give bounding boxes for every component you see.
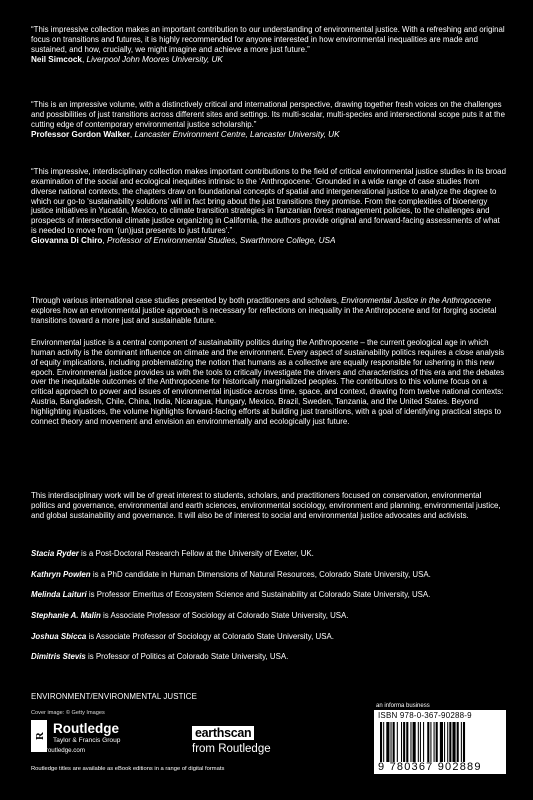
- barcode-number: 9 780367 902889: [378, 761, 482, 773]
- description-paragraph-3: This interdisciplinary work will be of great interest to students, scholars, and practitioners focused on conservation, environmental politics and governance, environmental and earth sciences, environmental sociology, environment and planning, environmental justice, and global sustainability and governance. It will also be of interest to social and environmental justice advocates and activists.: [31, 491, 501, 520]
- barcode-icon: [380, 722, 500, 762]
- editor-bio: Kathryn Powlen is a PhD candidate in Human Dimensions of Natural Resources, Colorado State University, USA.: [31, 570, 431, 579]
- editor-name: Dimitris Stevis: [31, 652, 86, 661]
- endorser-name: Giovanna Di Chiro: [31, 235, 103, 245]
- endorsement-attribution: Giovanna Di Chiro, Professor of Environmental Studies, Swarthmore College, USA: [31, 235, 336, 245]
- endorsement-1: [31, 25, 507, 65]
- editor-name: Kathryn Powlen: [31, 570, 91, 579]
- informa-business-line: an informa business: [376, 703, 430, 709]
- endorsement-text: “This impressive, interdisciplinary collection makes important contributions to the field of critical environmental justice studies in its broad examination of the social and ecological inequities intrinsic to the ‘Anthropocene.’ Grounded in a wide range of case studies from diverse national contexts, the chapters draw on foundational concepts of spatial and intergenerational justice to analyze the degree to which our go-to ‘sustainability solutions’ will in fact bring about the just transitions they promise. From the complexities of bioenergy justice initiatives in Yucatán, Mexico, to climate transition strategies in Tanzanian forest management policies, to the challenges and prospects of intersectional climate justice organizing in California, the authors provide original and forward-facing assessments of what is needed to move from ‘(un)just presents to just futures’.”: [31, 167, 506, 236]
- endorsement-text: “This impressive collection makes an important contribution to our understanding of environmental justice. With a refreshing and original focus on transitions and futures, it is highly recommended for anyone interested in how environmental inequalities are made and sustained, and how, crucially, we might imagine and achieve a more just future.”: [31, 25, 505, 54]
- imprint-name: earthscan: [192, 726, 254, 740]
- isbn-barcode: [374, 710, 506, 774]
- isbn-label: ISBN 978-0-367-90288-9: [378, 711, 472, 720]
- ebook-footer-note: Routledge titles are available as eBook editions in a range of digital formats: [31, 766, 225, 772]
- description-paragraph-2: Environmental justice is a central component of sustainability politics during the Anthropocene – the current geological age in which human activity is the dominant influence on climate and the environment. Every aspect of sustainability politics requires a close analysis of equity implications, including problematizing the notion that humans as a collective are equally responsible for ushering in this new epoch. Environmental justice provides us with the tools to critically investigate the drivers and characteristics of this era and the debates over the inequitable outcomes of the Anthropocene for historically marginalized peoples. The contributors to this volume focus on a critical approach to power and issues of environmental injustice across time, space, and context, drawing from twelve national contexts: Austria, Bangladesh, Chile, China, India, Nicaragua, Hungary, Mexico, Brazil, Sweden, Tanzania, and the United States. Beyond highlighting injustices, the volume highlights forward-facing efforts at building just transitions, with a goal of identifying practical steps to connect theory and movement and envision an environmentally and ecologically just future.: [31, 338, 505, 426]
- book-title: Environmental Justice in the Anthropocene: [341, 296, 491, 305]
- endorser-name: Professor Gordon Walker: [31, 129, 130, 139]
- earthscan-logo: [192, 724, 302, 755]
- subject-category: ENVIRONMENT/ENVIRONMENTAL JUSTICE: [31, 692, 197, 701]
- endorsement-2: [31, 100, 507, 140]
- svg-text:R: R: [34, 732, 46, 740]
- editor-name: Melinda Laituri: [31, 590, 87, 599]
- publisher-url[interactable]: www.routledge.com: [31, 747, 85, 754]
- editor-bio: Dimitris Stevis is Professor of Politics at Colorado State University, USA.: [31, 652, 289, 661]
- editor-name: Joshua Sbicca: [31, 632, 87, 641]
- endorsement-attribution: Neil Simcock, Liverpool John Moores University, UK: [31, 54, 223, 64]
- imprint-subtitle: from Routledge: [192, 743, 271, 755]
- endorsement-text: “This is an impressive volume, with a distinctively critical and international perspective, drawing together fresh voices on the challenges and possibilities of just transitions across different sites and settings. Its multi-scalar, multi-species and intersectional scope puts it at the cutting edge of contemporary environmental justice scholarship.”: [31, 100, 505, 129]
- endorser-name: Neil Simcock: [31, 54, 82, 64]
- editor-bio: Stacia Ryder is a Post-Doctoral Research Fellow at the University of Exeter, UK.: [31, 549, 314, 558]
- endorsement-3: [31, 167, 507, 246]
- endorsement-attribution: Professor Gordon Walker, Lancaster Environment Centre, Lancaster University, UK: [31, 129, 340, 139]
- endorser-affiliation: Liverpool John Moores University, UK: [86, 54, 223, 64]
- editor-name: Stacia Ryder: [31, 549, 79, 558]
- publisher-group: Taylor & Francis Group: [53, 737, 121, 744]
- editor-name: Stephanie A. Malin: [31, 611, 101, 620]
- editor-bio: Stephanie A. Malin is Associate Professor of Sociology at Colorado State University, USA.: [31, 611, 349, 620]
- endorser-affiliation: Lancaster Environment Centre, Lancaster University, UK: [134, 129, 340, 139]
- editor-bio: Joshua Sbicca is Associate Professor of Sociology at Colorado State University, USA.: [31, 632, 334, 641]
- endorser-affiliation: Professor of Environmental Studies, Swarthmore College, USA: [106, 235, 336, 245]
- editor-bio: Melinda Laituri is Professor Emeritus of Ecosystem Science and Sustainability at Colorado State University, USA.: [31, 590, 431, 599]
- description-paragraph-1: Through various international case studies presented by both practitioners and scholars, Environmental Justice in the Anthropocene explores how an environmental justice approach is necessary for reflections on inequality in the Anthropocene and for forging societal transitions toward a more just and sustainable future.: [31, 296, 497, 325]
- publisher-name: Routledge: [53, 721, 119, 736]
- cover-credit: Cover image: © Getty Images: [31, 710, 105, 716]
